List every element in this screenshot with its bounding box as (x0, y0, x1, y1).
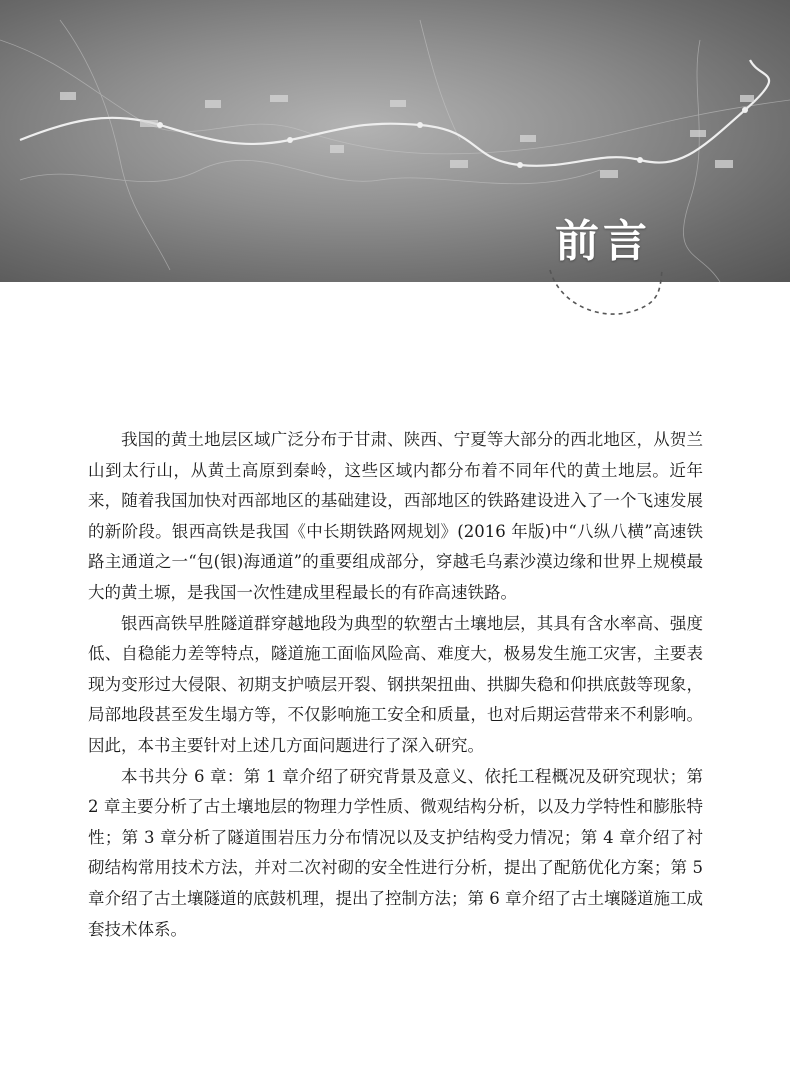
railway-map-illustration (0, 0, 790, 282)
dashed-arc-decoration (540, 250, 670, 325)
paragraph: 本书共分 6 章：第 1 章介绍了研究背景及意义、依托工程概况及研究现状；第 2 章主要分析了古土壤地层的物理力学性质、微观结构分析，以及力学特性和膨胀特性；第 3 章分析了隧道围岩压力分布情况以及支护结构受力情况；第 4 章介绍了衬砌结构常用技术方法，并对二次衬砌的安全性进行分析，提出了配筋优化方案；第 5 章介绍了古土壤隧道的底鼓机理，提出了控制方法；第 6 章介绍了古土壤隧道施工成套技术体系。 (88, 766, 703, 939)
paragraph: 银西高铁早胜隧道群穿越地段为典型的软塑古土壤地层，其具有含水率高、强度低、自稳能力差等特点，隧道施工面临风险高、难度大，极易发生施工灾害，主要表现为变形过大侵限、初期支护喷层开裂、钢拱架扭曲、拱脚失稳和仰拱底鼓等现象，局部地段甚至发生塌方等，不仅影响施工安全和质量，也对后期运营带来不利影响。因此，本书主要针对上述几方面问题进行了深入研究。 (88, 613, 703, 755)
preface-body (88, 425, 703, 945)
paragraph: 我国的黄土地层区域广泛分布于甘肃、陕西、宁夏等大部分的西北地区，从贺兰山到太行山，从黄土高原到秦岭，这些区域内都分布着不同年代的黄土地层。近年来，随着我国加快对西部地区的基础建设，西部地区的铁路建设进入了一个飞速发展的新阶段。银西高铁是我国《中长期铁路网规划》(2016 年版)中“八纵八横”高速铁路主通道之一“包(银)海通道”的重要组成部分，穿越毛乌素沙漠边缘和世界上规模最大的黄土塬，是我国一次性建成里程最长的有砟高速铁路。 (88, 430, 703, 602)
page-title: 前言 (555, 216, 651, 267)
header-banner (0, 0, 790, 282)
